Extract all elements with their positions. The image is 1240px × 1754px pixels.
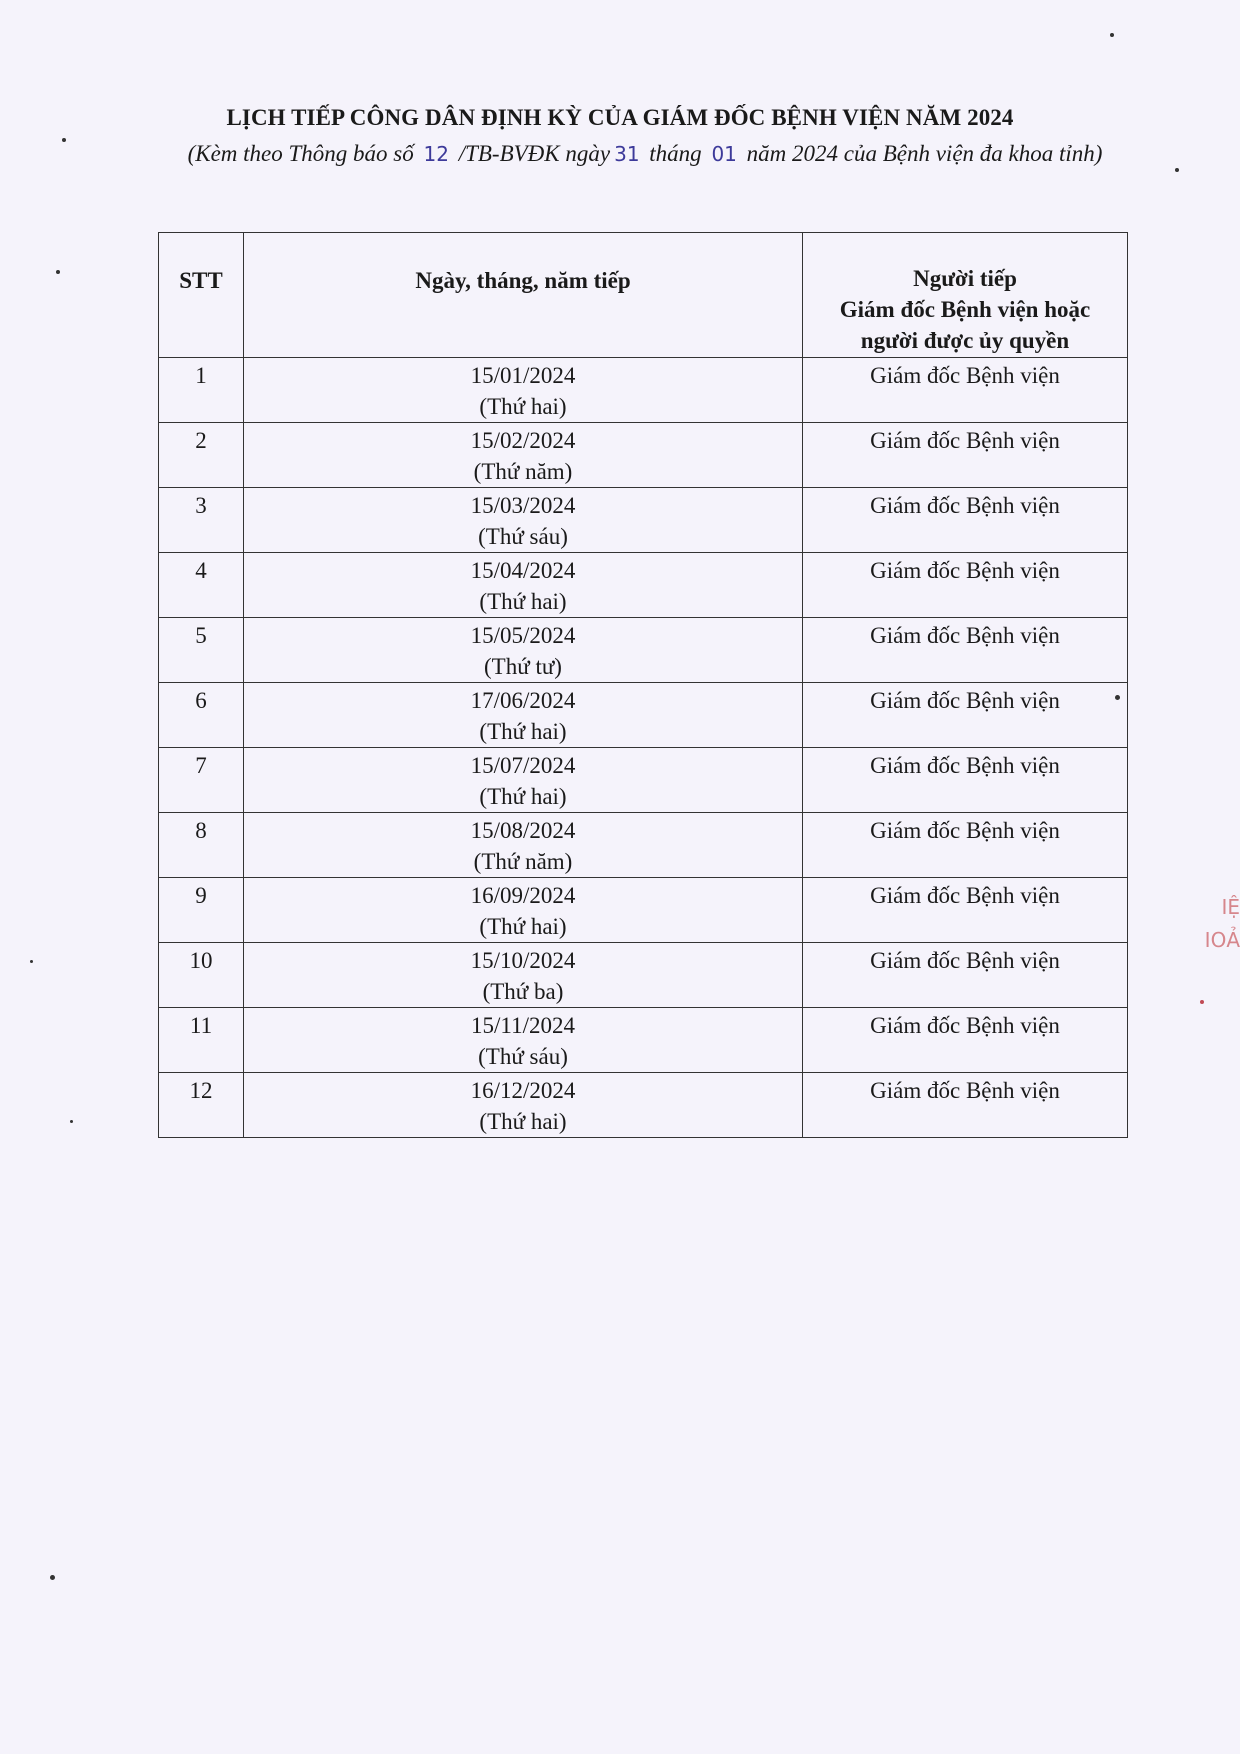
row-weekday: (Thứ sáu) [478, 524, 568, 549]
subtitle-text-2: /TB-BVĐK ngày [458, 141, 611, 166]
scan-speck [1115, 695, 1120, 700]
row-stt: 3 [159, 488, 244, 553]
row-date-cell [244, 813, 803, 878]
table-header-row [159, 233, 1128, 358]
table-row [159, 488, 1128, 553]
row-person: Giám đốc Bệnh viện [803, 618, 1128, 683]
row-weekday: (Thứ sáu) [478, 1044, 568, 1069]
row-person: Giám đốc Bệnh viện [803, 488, 1128, 553]
scan-speck [30, 960, 33, 963]
row-stt: 5 [159, 618, 244, 683]
row-person: Giám đốc Bệnh viện [803, 748, 1128, 813]
row-date: 16/09/2024 [470, 883, 576, 908]
row-date: 15/05/2024 [470, 623, 576, 648]
scan-speck [62, 138, 66, 142]
row-stt: 11 [159, 1008, 244, 1073]
header-person-line-1: Người tiếp [913, 266, 1017, 291]
header-person-line-3: người được ủy quyền [860, 328, 1070, 353]
scan-speck [70, 1120, 73, 1123]
row-date-cell [244, 1008, 803, 1073]
row-person: Giám đốc Bệnh viện [803, 878, 1128, 943]
row-stt: 8 [159, 813, 244, 878]
row-stt: 2 [159, 423, 244, 488]
row-weekday: (Thứ ba) [482, 979, 564, 1004]
header-stt: STT [159, 233, 244, 358]
row-weekday: (Thứ hai) [479, 394, 567, 419]
row-weekday: (Thứ hai) [479, 914, 567, 939]
row-date-cell [244, 358, 803, 423]
row-date-cell [244, 618, 803, 683]
table-row [159, 683, 1128, 748]
row-weekday: (Thứ năm) [473, 849, 573, 874]
scan-speck [1175, 168, 1179, 172]
row-stt: 4 [159, 553, 244, 618]
row-stt: 12 [159, 1073, 244, 1138]
row-date-cell [244, 943, 803, 1008]
table-row [159, 553, 1128, 618]
row-person: Giám đốc Bệnh viện [803, 358, 1128, 423]
row-date-cell [244, 1073, 803, 1138]
scan-speck [50, 1575, 55, 1580]
row-weekday: (Thứ hai) [479, 719, 567, 744]
row-weekday: (Thứ năm) [473, 459, 573, 484]
row-weekday: (Thứ tư) [484, 654, 562, 679]
row-stt: 6 [159, 683, 244, 748]
document-subtitle [165, 138, 1125, 170]
row-date: 15/03/2024 [470, 493, 576, 518]
row-date: 16/12/2024 [470, 1078, 576, 1103]
table-row [159, 813, 1128, 878]
row-person: Giám đốc Bệnh viện [803, 423, 1128, 488]
row-date: 15/04/2024 [470, 558, 576, 583]
row-weekday: (Thứ hai) [479, 1109, 567, 1134]
table-row [159, 1008, 1128, 1073]
row-stt: 10 [159, 943, 244, 1008]
table-row [159, 943, 1128, 1008]
row-date: 15/08/2024 [470, 818, 576, 843]
handwritten-month: 01 [711, 142, 737, 166]
scan-speck [1110, 33, 1114, 37]
handwritten-day: 31 [614, 142, 640, 166]
row-person: Giám đốc Bệnh viện [803, 553, 1128, 618]
stamp-fragment-2: IOẢ [1204, 928, 1240, 952]
row-date: 15/11/2024 [471, 1013, 575, 1038]
row-person: Giám đốc Bệnh viện [803, 943, 1128, 1008]
table-row [159, 1073, 1128, 1138]
row-weekday: (Thứ hai) [479, 784, 567, 809]
row-person: Giám đốc Bệnh viện [803, 683, 1128, 748]
schedule-table [158, 232, 1128, 1138]
table-row [159, 358, 1128, 423]
header-person-line-2: Giám đốc Bệnh viện hoặc [839, 297, 1091, 322]
header-person [803, 233, 1128, 358]
scan-speck [56, 270, 60, 274]
subtitle-text-3: tháng [649, 141, 702, 166]
scan-speck [1200, 1000, 1204, 1004]
row-stt: 7 [159, 748, 244, 813]
table-row [159, 748, 1128, 813]
row-person: Giám đốc Bệnh viện [803, 1008, 1128, 1073]
row-date: 15/02/2024 [470, 428, 576, 453]
row-stt: 9 [159, 878, 244, 943]
row-stt: 1 [159, 358, 244, 423]
row-date: 15/01/2024 [470, 363, 576, 388]
row-date-cell [244, 423, 803, 488]
row-date-cell [244, 553, 803, 618]
row-date-cell [244, 878, 803, 943]
table-row [159, 618, 1128, 683]
subtitle-text-4: năm 2024 của Bệnh viện đa khoa tỉnh) [746, 141, 1103, 166]
row-date: 15/10/2024 [470, 948, 576, 973]
row-person: Giám đốc Bệnh viện [803, 1073, 1128, 1138]
row-date-cell [244, 488, 803, 553]
row-weekday: (Thứ hai) [479, 589, 567, 614]
stamp-fragment-1: IỆ [1221, 895, 1240, 919]
row-date: 15/07/2024 [470, 753, 576, 778]
subtitle-text-1: (Kèm theo Thông báo số [187, 141, 414, 166]
document-title: LỊCH TIẾP CÔNG DÂN ĐỊNH KỲ CỦA GIÁM ĐỐC BỆNH VIỆN NĂM 2024 [226, 105, 1014, 130]
header-date: Ngày, tháng, năm tiếp [244, 233, 803, 358]
row-person: Giám đốc Bệnh viện [803, 813, 1128, 878]
row-date: 17/06/2024 [470, 688, 576, 713]
table-row [159, 423, 1128, 488]
schedule-body [159, 358, 1128, 1138]
row-date-cell [244, 748, 803, 813]
handwritten-notice-number: 12 [423, 142, 449, 166]
row-date-cell [244, 683, 803, 748]
table-row [159, 878, 1128, 943]
